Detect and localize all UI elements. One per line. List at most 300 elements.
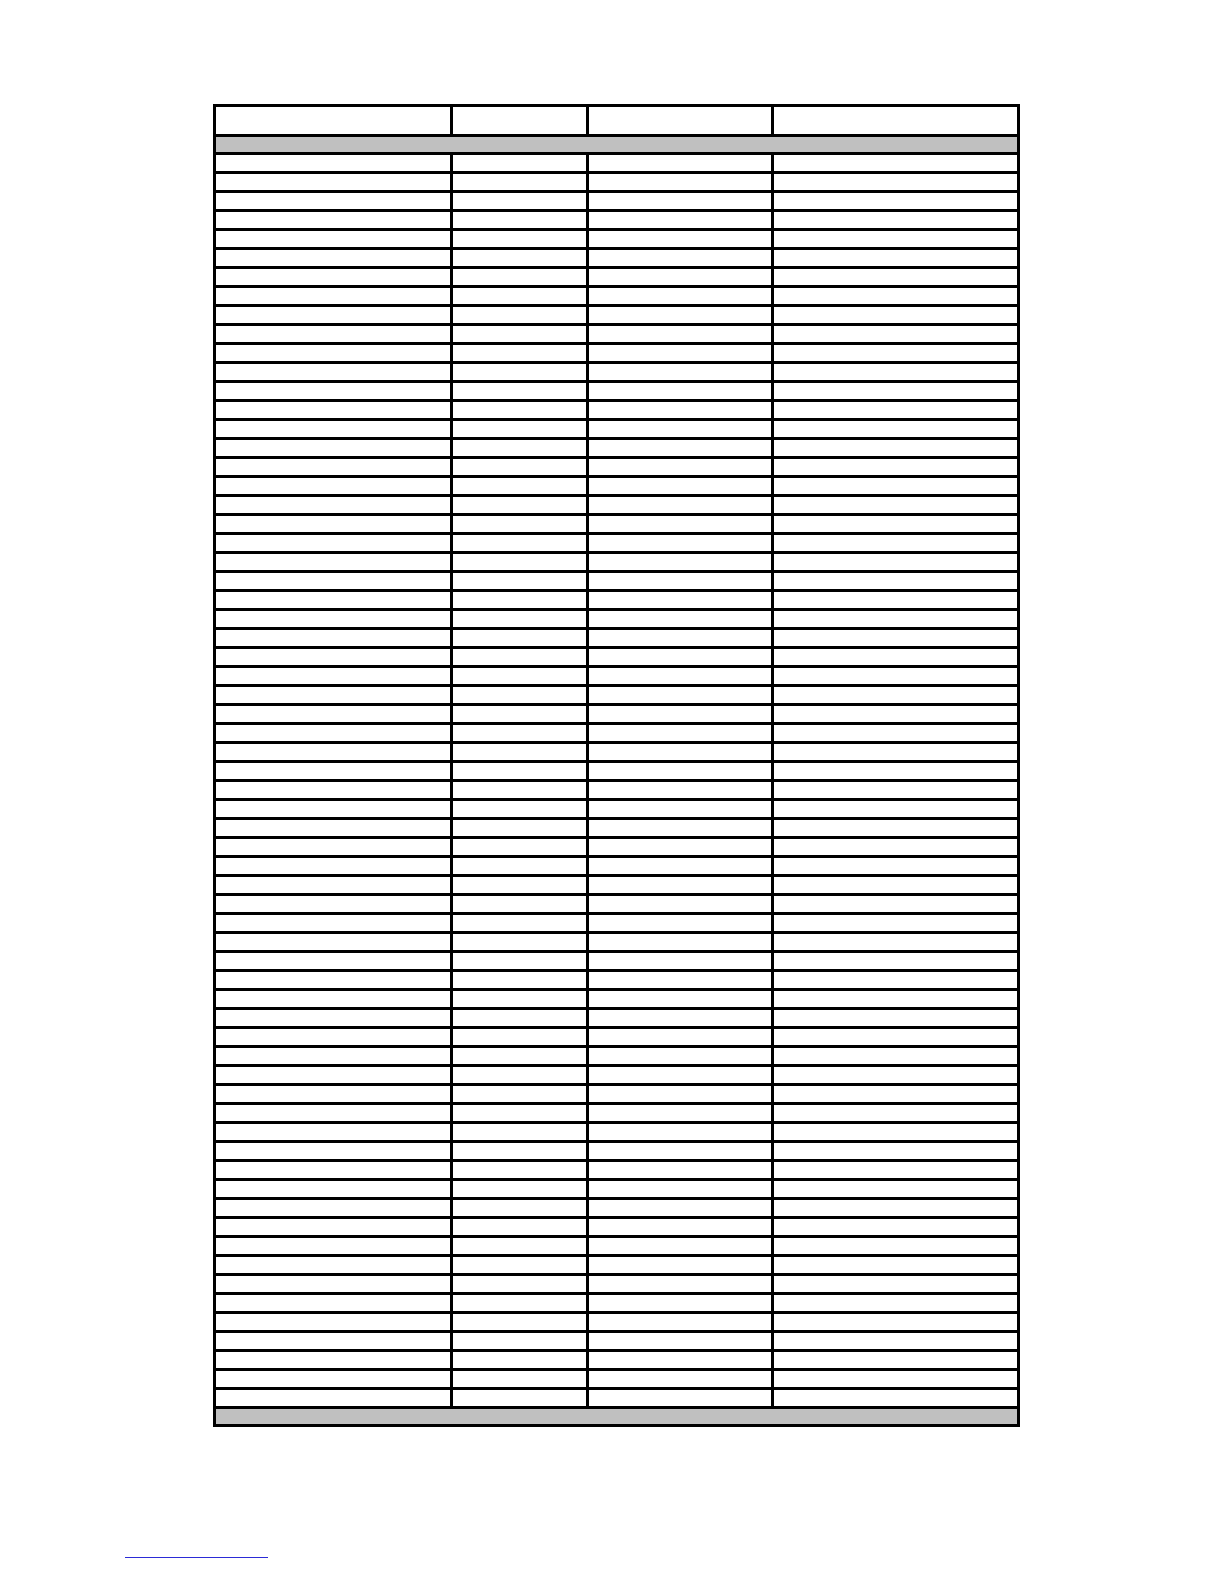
table-row [215,914,1019,933]
table-cell[interactable] [773,534,1019,553]
table-cell[interactable] [773,1351,1019,1370]
table-cell[interactable] [452,1123,588,1142]
table-cell[interactable] [452,173,588,192]
table-cell[interactable] [215,306,452,325]
table-cell[interactable] [588,990,773,1009]
table-cell[interactable] [773,572,1019,591]
table-cell[interactable] [215,249,452,268]
table-cell[interactable] [452,496,588,515]
table-cell[interactable] [773,971,1019,990]
table-cell[interactable] [588,933,773,952]
table-cell[interactable] [588,876,773,895]
table-cell[interactable] [452,458,588,477]
table-cell[interactable] [588,553,773,572]
table-cell[interactable] [588,173,773,192]
table-cell[interactable] [215,1123,452,1142]
table-cell[interactable] [215,895,452,914]
table-cell[interactable] [452,249,588,268]
table-row [215,173,1019,192]
table-cell[interactable] [215,610,452,629]
table-cell[interactable] [215,762,452,781]
table-cell[interactable] [452,1085,588,1104]
table-cell[interactable] [452,1066,588,1085]
table-cell[interactable] [588,1237,773,1256]
table-cell[interactable] [773,401,1019,420]
table-cell[interactable] [452,1047,588,1066]
table-cell[interactable] [215,325,452,344]
table-cell[interactable] [588,724,773,743]
table-cell[interactable] [773,230,1019,249]
table-cell[interactable] [588,819,773,838]
table-cell[interactable] [215,933,452,952]
table-cell[interactable] [215,1028,452,1047]
table-cell[interactable] [588,610,773,629]
table-cell[interactable] [215,496,452,515]
table-cell[interactable] [773,952,1019,971]
footer-link-underline[interactable] [125,1557,268,1558]
table-cell[interactable] [215,420,452,439]
table-row [215,876,1019,895]
table-row [215,325,1019,344]
table-cell[interactable] [452,439,588,458]
table-cell[interactable] [588,667,773,686]
table-cell[interactable] [588,401,773,420]
table-cell[interactable] [452,838,588,857]
table-cell[interactable] [452,971,588,990]
table-cell[interactable] [215,1161,452,1180]
table-cell[interactable] [588,1161,773,1180]
table-cell[interactable] [588,534,773,553]
table-cell[interactable] [773,420,1019,439]
table-cell[interactable] [588,971,773,990]
table-cell[interactable] [215,819,452,838]
table-cell[interactable] [588,1180,773,1199]
table-cell[interactable] [452,1389,588,1408]
table-cell[interactable] [215,363,452,382]
table-cell[interactable] [588,1294,773,1313]
table-cell[interactable] [215,838,452,857]
table-row [215,610,1019,629]
table-cell[interactable] [773,439,1019,458]
table-cell[interactable] [452,1332,588,1351]
table-cell[interactable] [588,1085,773,1104]
table-cell[interactable] [588,154,773,173]
table-cell[interactable] [452,990,588,1009]
table-cell[interactable] [215,591,452,610]
table-cell[interactable] [588,249,773,268]
table-cell[interactable] [215,914,452,933]
table-cell[interactable] [452,800,588,819]
table-cell[interactable] [773,1275,1019,1294]
table-cell[interactable] [452,781,588,800]
table-cell[interactable] [588,1047,773,1066]
table-cell[interactable] [773,344,1019,363]
table-cell[interactable] [215,572,452,591]
table-cell[interactable] [215,686,452,705]
table-cell[interactable] [588,762,773,781]
table-cell[interactable] [452,420,588,439]
table-cell[interactable] [773,724,1019,743]
table-cell[interactable] [452,819,588,838]
table-cell[interactable] [452,230,588,249]
table-cell[interactable] [588,914,773,933]
table-row [215,1332,1019,1351]
table-cell[interactable] [452,1351,588,1370]
table-cell[interactable] [773,1332,1019,1351]
table-cell[interactable] [215,1237,452,1256]
table-cell[interactable] [588,781,773,800]
table-cell[interactable] [452,591,588,610]
table-cell[interactable] [773,306,1019,325]
table-cell[interactable] [773,1142,1019,1161]
table-cell[interactable] [215,1256,452,1275]
table-cell[interactable] [215,1275,452,1294]
table-cell[interactable] [773,686,1019,705]
table-row [215,268,1019,287]
table-row [215,230,1019,249]
table-cell[interactable] [452,1370,588,1389]
table-cell[interactable] [773,1104,1019,1123]
table-row [215,192,1019,211]
table-cell[interactable] [588,895,773,914]
top-shaded-band [215,136,1019,154]
table-cell[interactable] [588,629,773,648]
table-cell[interactable] [773,914,1019,933]
table-cell[interactable] [452,895,588,914]
table-cell[interactable] [215,1313,452,1332]
table-cell[interactable] [588,496,773,515]
table-cell[interactable] [215,230,452,249]
table-cell[interactable] [588,439,773,458]
table-cell[interactable] [588,344,773,363]
table-cell[interactable] [452,914,588,933]
table-cell[interactable] [588,1332,773,1351]
table-cell[interactable] [452,477,588,496]
table-cell[interactable] [773,173,1019,192]
table-cell[interactable] [215,534,452,553]
table-cell[interactable] [773,895,1019,914]
table-cell[interactable] [452,154,588,173]
table-cell[interactable] [773,819,1019,838]
table-cell[interactable] [588,1275,773,1294]
table-cell[interactable] [452,705,588,724]
table-cell[interactable] [773,667,1019,686]
table-cell[interactable] [773,363,1019,382]
table-cell[interactable] [588,838,773,857]
header-cell-3 [588,106,773,136]
table-cell[interactable] [588,268,773,287]
table-cell[interactable] [588,1104,773,1123]
table-cell[interactable] [215,268,452,287]
table-cell[interactable] [215,192,452,211]
table-cell[interactable] [452,1256,588,1275]
table-row [215,1313,1019,1332]
table-cell[interactable] [588,211,773,230]
table-cell[interactable] [588,192,773,211]
table-cell[interactable] [588,857,773,876]
table-cell[interactable] [773,211,1019,230]
table-cell[interactable] [215,382,452,401]
table-cell[interactable] [215,1199,452,1218]
table-cell[interactable] [452,268,588,287]
table-cell[interactable] [215,1047,452,1066]
table-cell[interactable] [215,154,452,173]
table-cell[interactable] [773,1028,1019,1047]
table-cell[interactable] [773,762,1019,781]
table-cell[interactable] [452,534,588,553]
table-cell[interactable] [588,363,773,382]
table-cell[interactable] [452,344,588,363]
table-cell[interactable] [215,667,452,686]
table-cell[interactable] [588,477,773,496]
table-cell[interactable] [215,1351,452,1370]
table-cell[interactable] [773,1047,1019,1066]
table-cell[interactable] [452,192,588,211]
table-row [215,971,1019,990]
table-cell[interactable] [215,173,452,192]
table-cell[interactable] [452,325,588,344]
table-cell[interactable] [588,325,773,344]
table-cell[interactable] [588,1313,773,1332]
table-cell[interactable] [773,1161,1019,1180]
table-cell[interactable] [452,1199,588,1218]
table-row [215,1294,1019,1313]
table-cell[interactable] [215,724,452,743]
table-row [215,249,1019,268]
table-cell[interactable] [588,1199,773,1218]
table-cell[interactable] [452,1104,588,1123]
table-cell[interactable] [588,1066,773,1085]
table-cell[interactable] [215,743,452,762]
table-cell[interactable] [452,724,588,743]
table-row [215,1275,1019,1294]
table-cell[interactable] [452,382,588,401]
table-cell[interactable] [588,1218,773,1237]
table-cell[interactable] [773,382,1019,401]
table-cell[interactable] [452,1009,588,1028]
table-cell[interactable] [215,401,452,420]
table-cell[interactable] [773,800,1019,819]
table-cell[interactable] [452,667,588,686]
table-row [215,1180,1019,1199]
table-cell[interactable] [588,1256,773,1275]
table-cell[interactable] [215,800,452,819]
table-cell[interactable] [588,1028,773,1047]
table-cell[interactable] [773,1180,1019,1199]
table-cell[interactable] [588,1389,773,1408]
table-cell[interactable] [215,1370,452,1389]
table-cell[interactable] [773,1218,1019,1237]
table-row [215,420,1019,439]
table-cell[interactable] [215,705,452,724]
table-cell[interactable] [452,1028,588,1047]
table-cell[interactable] [588,306,773,325]
table-cell[interactable] [773,458,1019,477]
table-cell[interactable] [452,762,588,781]
table-cell[interactable] [452,572,588,591]
table-cell[interactable] [773,933,1019,952]
table-cell[interactable] [215,1085,452,1104]
table-row [215,1389,1019,1408]
table-cell[interactable] [588,382,773,401]
table-cell[interactable] [452,1275,588,1294]
table-row [215,1009,1019,1028]
table-cell[interactable] [773,192,1019,211]
table-cell[interactable] [773,990,1019,1009]
table-cell[interactable] [452,1237,588,1256]
table-cell[interactable] [773,1313,1019,1332]
table-cell[interactable] [588,952,773,971]
table-cell[interactable] [215,1066,452,1085]
table-cell[interactable] [773,1237,1019,1256]
table-cell[interactable] [215,1104,452,1123]
table-cell[interactable] [452,306,588,325]
table-cell[interactable] [773,287,1019,306]
table-cell[interactable] [452,1142,588,1161]
table-cell[interactable] [773,325,1019,344]
table-row [215,572,1019,591]
table-cell[interactable] [588,800,773,819]
table-cell[interactable] [773,743,1019,762]
table-cell[interactable] [452,515,588,534]
table-cell[interactable] [452,933,588,952]
table-cell[interactable] [215,1218,452,1237]
table-cell[interactable] [588,705,773,724]
table-cell[interactable] [215,1389,452,1408]
table-cell[interactable] [215,1332,452,1351]
table-row [215,686,1019,705]
table-cell[interactable] [215,211,452,230]
table-cell[interactable] [588,1351,773,1370]
table-cell[interactable] [215,477,452,496]
table-cell[interactable] [773,648,1019,667]
table-row [215,838,1019,857]
table-row [215,1218,1019,1237]
table-cell[interactable] [452,1180,588,1199]
table-cell[interactable] [215,287,452,306]
table-cell[interactable] [773,1370,1019,1389]
table-cell[interactable] [588,572,773,591]
table-cell[interactable] [588,1142,773,1161]
table-cell[interactable] [588,648,773,667]
table-cell[interactable] [773,1294,1019,1313]
table-cell[interactable] [588,591,773,610]
table-cell[interactable] [773,610,1019,629]
table-cell[interactable] [773,154,1019,173]
table-cell[interactable] [588,1123,773,1142]
table-cell[interactable] [588,458,773,477]
table-cell[interactable] [588,230,773,249]
table-cell[interactable] [588,1009,773,1028]
table-cell[interactable] [773,1389,1019,1408]
table-cell[interactable] [588,287,773,306]
table-cell[interactable] [215,515,452,534]
table-cell[interactable] [215,1142,452,1161]
table-row [215,1161,1019,1180]
table-cell[interactable] [452,211,588,230]
table-cell[interactable] [773,1199,1019,1218]
table-cell[interactable] [452,629,588,648]
table-cell[interactable] [452,363,588,382]
table-cell[interactable] [773,876,1019,895]
table-cell[interactable] [588,1370,773,1389]
table-row [215,705,1019,724]
table-cell[interactable] [773,591,1019,610]
table-cell[interactable] [773,496,1019,515]
table-cell[interactable] [452,648,588,667]
table-cell[interactable] [215,1180,452,1199]
table-cell[interactable] [773,705,1019,724]
table-cell[interactable] [773,1256,1019,1275]
table-cell[interactable] [773,1123,1019,1142]
table-cell[interactable] [452,401,588,420]
table-cell[interactable] [773,477,1019,496]
table-cell[interactable] [215,971,452,990]
table-cell[interactable] [452,743,588,762]
table-cell[interactable] [773,838,1019,857]
table-cell[interactable] [773,857,1019,876]
table-cell[interactable] [215,990,452,1009]
table-cell[interactable] [773,781,1019,800]
table-cell[interactable] [452,1161,588,1180]
table-cell[interactable] [452,553,588,572]
table-cell[interactable] [773,1066,1019,1085]
table-cell[interactable] [452,857,588,876]
table-cell[interactable] [215,344,452,363]
table-cell[interactable] [773,515,1019,534]
table-row [215,933,1019,952]
table-cell[interactable] [773,553,1019,572]
table-cell[interactable] [452,287,588,306]
table-row [215,1123,1019,1142]
table-row [215,287,1019,306]
table-cell[interactable] [452,686,588,705]
table-cell[interactable] [588,420,773,439]
table-cell[interactable] [215,876,452,895]
table-cell[interactable] [215,781,452,800]
table-row [215,1047,1019,1066]
table-cell[interactable] [215,553,452,572]
table-cell[interactable] [452,610,588,629]
table-cell[interactable] [773,1009,1019,1028]
table-cell[interactable] [773,1085,1019,1104]
table-cell[interactable] [215,952,452,971]
table-cell[interactable] [215,458,452,477]
table-cell[interactable] [773,629,1019,648]
table-cell[interactable] [588,686,773,705]
table-cell[interactable] [215,1009,452,1028]
table-cell[interactable] [773,249,1019,268]
table-row [215,1199,1019,1218]
table-cell[interactable] [588,743,773,762]
table-cell[interactable] [452,1294,588,1313]
table-cell[interactable] [215,648,452,667]
table-cell[interactable] [215,629,452,648]
table-cell[interactable] [215,1294,452,1313]
table-cell[interactable] [452,1218,588,1237]
header-cell-1 [215,106,452,136]
table-cell[interactable] [215,857,452,876]
table-row [215,382,1019,401]
table-cell[interactable] [452,952,588,971]
table-row [215,591,1019,610]
header-row [215,106,1019,136]
table-cell[interactable] [452,1313,588,1332]
table-cell[interactable] [452,876,588,895]
table-cell[interactable] [588,515,773,534]
table-cell[interactable] [215,439,452,458]
table-cell[interactable] [773,268,1019,287]
